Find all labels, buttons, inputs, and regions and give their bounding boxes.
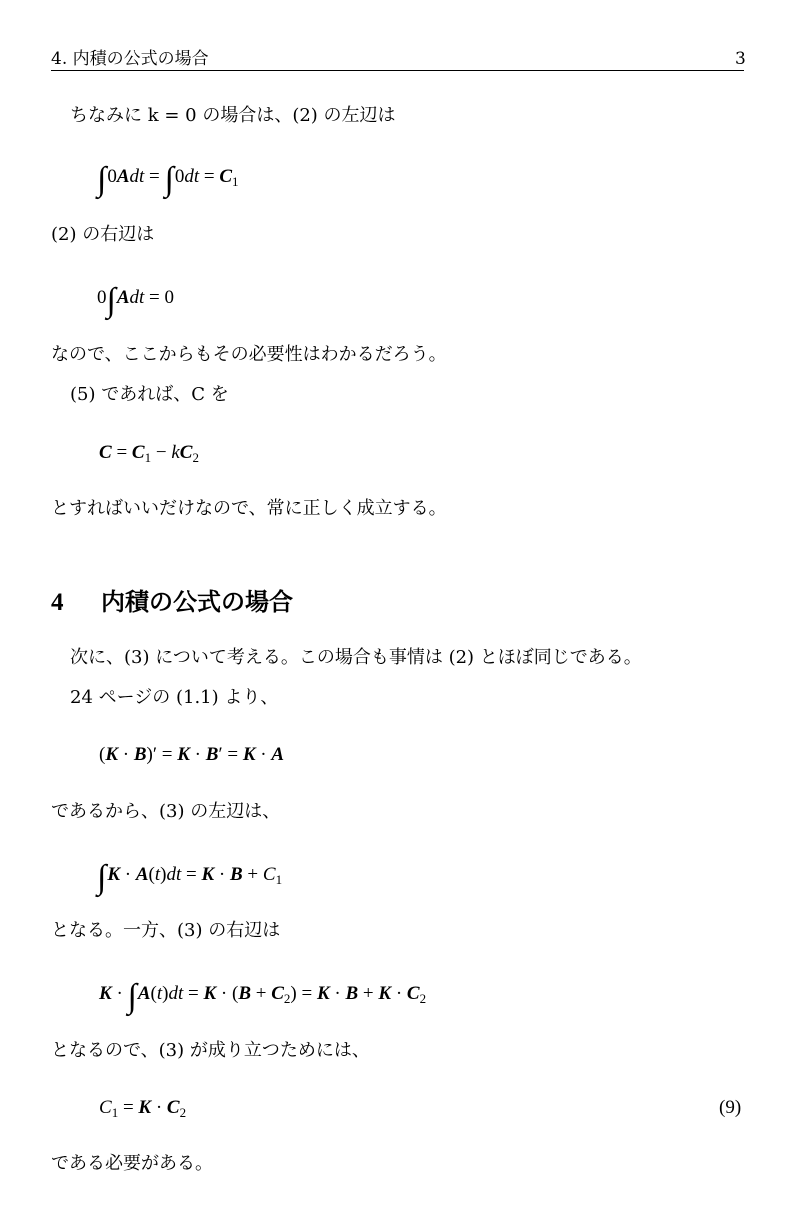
equation-5: $\int K \cdot A(t)dt = K \cdot B + C_1$ [97,859,283,896]
equation-6: $K \cdot \int A(t)dt = K \cdot (B + C_2) = K \cdot B + K \cdot C_2$ [99,978,427,1015]
page-number: 3 [735,49,746,69]
paragraph-line: なので、ここからもその必要性はわかるだろう。 [51,344,447,365]
paragraph-line: となる。一方、(3) の右辺は [51,920,281,941]
section-title: 内積の公式の場合 [101,588,293,616]
equation-number: (9) [719,1097,742,1118]
paragraph-line: (5) であれば、C を [70,384,229,405]
equation-7: $C_1 = K \cdot C_2$ [99,1097,187,1120]
equation-2: 0∫Adt = 0 [97,282,175,319]
equation-1: $\int 0Adt = \int 0dt = C_1$ [97,161,239,198]
equation-4: (K · B)′ = K · B′ = K · A [99,744,285,765]
equation-3: $C = C_1 - kC_2$ [99,442,199,465]
section-number: 4 [51,589,64,616]
paragraph-line: であるから、(3) の左辺は、 [51,801,281,822]
header-rule [51,70,744,71]
paragraph-line: となるので、(3) が成り立つためには、 [51,1040,370,1061]
paragraph-line: 次に、(3) について考える。この場合も事情は (2) とほぼ同じである。 [70,647,642,668]
paragraph-line: である必要がある。 [51,1153,213,1174]
paragraph-line: (2) の右辺は [51,224,155,245]
paragraph-line: 24 ページの (1.1) より、 [70,687,279,708]
paragraph-line: とすればいいだけなので、常に正しく成立する。 [51,498,447,519]
running-header-title: 4. 内積の公式の場合 [51,49,209,69]
paragraph-line: ちなみに k = 0 の場合は、(2) の左辺は [70,105,396,126]
